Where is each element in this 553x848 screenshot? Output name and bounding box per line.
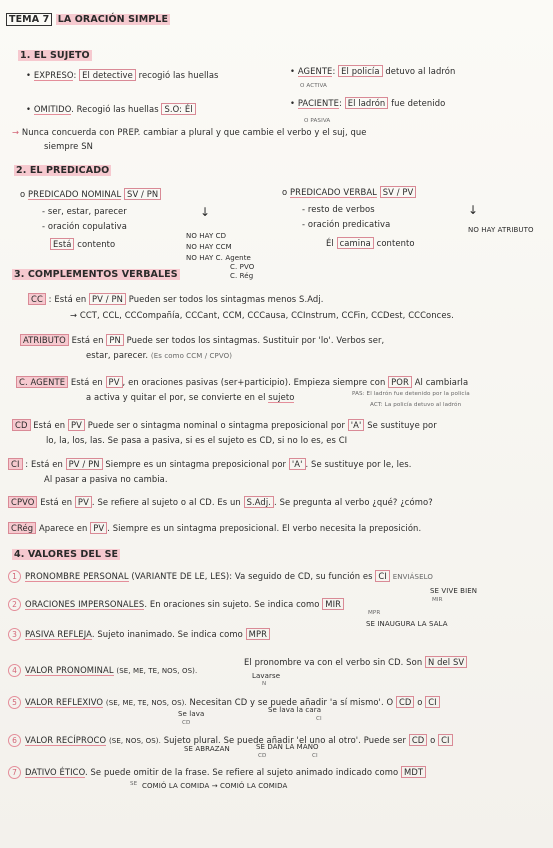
cd-row: CD Está en PV Puede ser o sintagma nominal o sintagma preposicional por 'A' Se sustituye por — [12, 420, 437, 431]
verbal-example: Él camina contento — [326, 238, 415, 248]
sujeto-paciente: • PACIENTE: El ladrón fue detenido — [290, 98, 446, 108]
se-value-4-sub: N — [262, 681, 267, 687]
cpvo-row: CPVO Está en PV . Se refiere al sujeto o al CD. Es un S.Adj. . Se pregunta al verbo ¿qué? ¿cómo? — [8, 497, 433, 508]
page-title — [6, 14, 170, 25]
nohay-3: NO HAY C. Agente — [186, 254, 251, 262]
section-se-heading: 4. VALORES DEL SE — [14, 549, 119, 560]
se-value-3: 3 PASIVA REFLEJA. Sujeto inanimado. Se indica como MPR — [8, 628, 270, 641]
section-sujeto-heading: 1. EL SUJETO — [20, 50, 90, 61]
se-value-5-example-2: Se lava la cara — [268, 706, 322, 714]
se-value-7-sub: SE — [130, 781, 138, 787]
verbal-item-2: - oración predicativa — [302, 219, 391, 229]
no-atributo: NO HAY ATRIBUTO — [468, 226, 534, 234]
se-value-4: 4 VALOR PRONOMINAL (SE, ME, TE, NOS, OS). — [8, 664, 197, 677]
se-value-7: 7 DATIVO ÉTICO. Se puede omitir de la frase. Se refiere al sujeto animado indicado como MDT — [8, 766, 426, 779]
atributo-row-2: estar, parecer. (Es como CCM / CPVO) — [86, 350, 233, 360]
se-value-1: 1 PRONOMBRE PERSONAL (VARIANTE DE LE, LES): Va seguido de CD, su función es CI ENVIÁSELO — [8, 570, 433, 583]
sujeto-note-2: siempre SN — [44, 141, 93, 151]
predicado-nominal: o PREDICADO NOMINAL SV / PN — [20, 189, 161, 200]
ci-row-2: Al pasar a pasiva no cambia. — [44, 474, 168, 484]
creg-row: CRég Aparece en PV . Siempre es un sintagma preposicional. El verbo necesita la preposición. — [8, 523, 421, 534]
section-complementos-heading: 3. COMPLEMENTOS VERBALES — [14, 269, 178, 280]
nominal-item-2: - oración copulativa — [42, 221, 127, 231]
nominal-example: Está contento — [50, 239, 115, 250]
se-value-3-example: SE INAUGURA LA SALA — [366, 620, 448, 628]
verbal-item-1: - resto de verbos — [302, 204, 375, 214]
cc-row: CC : Está en PV / PN Pueden ser todos los sintagmas menos S.Adj. — [28, 294, 324, 305]
se-value-6-example-1: SE ABRAZAN — [184, 745, 230, 753]
sujeto-note-1: → Nunca concuerda con PREP. cambiar a plural y que cambie el verbo y el suj, que — [12, 127, 367, 137]
cagente-row: C. AGENTE Está en PV , en oraciones pasivas (ser+participio). Empieza siempre con POR Al cambiarla — [16, 377, 468, 388]
se-value-2-sub: MIR — [432, 597, 443, 603]
paciente-note: O PASIVA — [304, 118, 331, 124]
nohay-extra-1: C. PVO — [230, 263, 255, 271]
nominal-item-1: - ser, estar, parecer — [42, 206, 127, 216]
tema-label: TEMA 7 — [6, 13, 52, 26]
sujeto-omitido: • OMITIDO. Recogió las huellas S.O: Él — [26, 104, 196, 115]
down-arrow-icon-2: ↓ — [468, 203, 479, 217]
se-value-6-example-2: SE DAN LA MANO — [256, 743, 319, 751]
se-value-4-desc: El pronombre va con el verbo sin CD. Son N del SV — [244, 657, 467, 668]
se-value-4-example: Lavarse — [252, 672, 281, 680]
se-value-5-sub: CD — [182, 720, 191, 726]
ci-row: CI : Está en PV / PN Siempre es un sintagma preposicional por 'A' . Se sustituye por le, les. — [8, 459, 412, 470]
se-value-5-example-1: Se lava — [178, 710, 205, 718]
se-value-6-sub: CD — [258, 753, 267, 759]
se-value-6: 6 VALOR RECÍPROCO (SE, NOS, OS). Sujeto plural. Se puede añadir 'el uno al otro'. Puede ser CD o CI — [8, 734, 453, 747]
agente-note: O ACTIVA — [300, 83, 327, 89]
cc-list: → CCT, CCL, CCCompañía, CCCant, CCM, CCCausa, CCInstrum, CCFin, CCDest, CCConces. — [70, 310, 454, 320]
predicado-verbal: o PREDICADO VERBAL SV / PV — [282, 187, 416, 198]
cagente-example-1: PAS: El ladrón fue detenido por la policía — [352, 391, 470, 397]
se-value-2-example: SE VIVE BIEN — [430, 587, 478, 595]
se-value-5: 5 VALOR REFLEXIVO (SE, ME, TE, NOS, OS). Necesitan CD y se puede añadir 'a sí mismo'. O CD o CI — [8, 696, 440, 709]
sujeto-expreso: • EXPRESO: El detective recogió las huellas — [26, 70, 219, 80]
nohay-2: NO HAY CCM — [186, 243, 232, 251]
se-value-6-sub-2: CI — [312, 753, 318, 759]
se-value-3-sub: MPR — [368, 610, 381, 616]
down-arrow-icon: ↓ — [200, 205, 211, 219]
section-predicado-heading: 2. EL PREDICADO — [16, 165, 110, 176]
se-value-2: 2 ORACIONES IMPERSONALES. En oraciones sin sujeto. Se indica como MIR — [8, 598, 344, 611]
se-value-5-sub-2: CI — [316, 716, 322, 722]
cd-row-2: lo, la, los, las. Se pasa a pasiva, si es el sujeto es CD, si no lo es, es CI — [46, 435, 348, 445]
cagente-row-2: a activa y quitar el por, se convierte en el sujeto — [86, 392, 295, 402]
nohay-extra-2: C. Rég — [230, 272, 254, 280]
atributo-row: ATRIBUTO Está en PN Puede ser todos los sintagmas. Sustituir por 'lo'. Verbos ser, — [20, 335, 384, 346]
sujeto-agente: • AGENTE: El policía detuvo al ladrón — [290, 66, 456, 76]
se-value-7-example: COMIÓ LA COMIDA → COMIÓ LA COMIDA — [142, 782, 288, 790]
title-text: LA ORACIÓN SIMPLE — [57, 14, 169, 25]
cagente-example-2: ACT: La policía detuvo al ladrón — [370, 402, 462, 408]
nohay-1: NO HAY CD — [186, 232, 227, 240]
